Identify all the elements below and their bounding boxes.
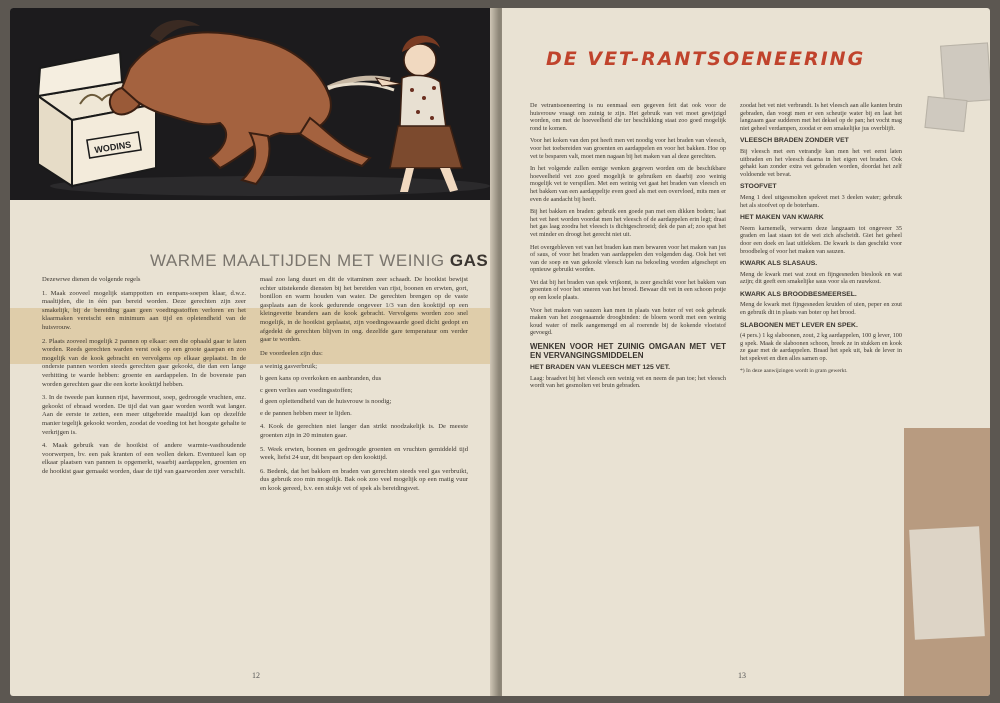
left-column-2 [260,276,468,498]
section-stoofvet: STOOFVET [740,183,777,191]
advantage-a: a weinig gasverbruik; [260,363,318,371]
vet-paragraph-4: Bij het bakken en braden: gebruik een goede pan met een dikken bodem; laat het vet heet worden voordat men het vleesch of de aardappelen erin legt; draai het gas laag zoodra het vleesch is dichtgeschroeid; dek de pan af; zoo spat het vet minder en droogt het gerecht niet uit. [530,208,726,238]
hay-box-label: WODINS [93,139,132,156]
left-page-heading [150,251,488,271]
right-column-1 [530,102,726,395]
left-column-1 [42,276,246,481]
vet-paragraph-2: Voor het koken van den pot heeft men vet noodig voor het braden van vleesch, voor het toebereiden van groenten en aardappelen en voor het bakken. Hoe op vet te besparen valt, moet men nagaan bij het maken van al deze gerechten. [530,137,726,160]
advantage-d: d geen oplettendheid van de huisvrouw is noodig; [260,398,392,406]
advantage-b: b geen kans op overkoken en aanbranden, dus [260,374,382,382]
braden-continued: zoodat het vet niet verbrandt. Is het vleesch aan alle kanten bruin gebraden, dan voegt men er een scheutje water bij en laat het langzaam gaar sudderen met het deksel op de pan; het vocht mag niet geheel verdampen, zoodat er een smakelijke jus overblijft. [740,102,902,132]
section-kwark-brood: KWARK ALS BROODBESMEERSEL. [740,290,857,298]
section-slaboonen-text: (4 pers.) 1 kg slaboonen, zout, 2 kg aardappelen, 100 g lever, 100 g spek. Maak de slaboonen schoon, breek ze in stukken en kook ze gaar met de aardappelen. Braad het spek uit, bak de lever in het spekvet en dien alles samen op. [740,332,902,363]
left-page [10,8,498,696]
heading-main-text: WARME MAALTIJDEN MET WEINIG [150,251,450,270]
right-page-title: DE VET-RANTSOENEERING [546,48,866,70]
vet-paragraph-1: De vetrantsoeneering is nu eenmaal een gegeven feit dat ook voor de huisvrouw vraagt om zuinig te zijn. Het gebruik van vet moet gewijzigd worden, om met de hoeveelheid die ter beschikking staat zoo goed mogelijk rond te komen. [530,102,726,132]
section-vleesch-zonder-vet: VLEESCH BRADEN ZONDER VET [740,137,849,145]
horse-illustration-svg [10,8,498,200]
pasted-note [909,526,985,640]
advantage-e: e de pannen hebben meer te lijden. [260,409,352,417]
section-kwark: HET MAKEN VAN KWARK [740,214,824,222]
section-kwark-text: Neem karnemelk, verwarm deze langzaam tot ongeveer 35 graden en laat staan tot de wei zich afscheidt. Giet het geheel door een doek en laat uitlekken. De kwark is dan geschikt voor broodbeleg of voor het maken van sauzen. [740,224,902,255]
section-kwark-slasaus: KWARK ALS SLASAUS. [740,260,818,268]
vet-paragraph-7: Voor het maken van sauzen kan men in plaats van boter of vet ook gebruik maken van het zoogenaamde droogbinden: de bloem wordt met een weinig koud water of melk aangemengd en al roerende bij de kokende vloeistof gevoegd. [530,306,726,337]
rule-5: 5. Week erwten, boonen en gedroogde groenten en vruchten gemiddeld tijd week, liefst 24 uur, dit bespaart op den kooktijd. [260,445,468,462]
braden-heading: HET BRADEN VAN VLEESCH MET 125 VET. [530,364,670,372]
footnote: *) In deze aanwijzingen wordt in gram gewerkt. [740,367,848,374]
intro-text: Dezewrwe dienen de volgende regels [42,276,141,283]
vet-paragraph-5: Het overgebleven vet van het braden kan men bewaren voor het maken van jus of saus, of voor het braden van aardappelen den volgenden dag. Ook het vet van de soep en van gekookt vleesch kan na bekoeling worden afgeschept en opnieuw gebruikt worden. [530,243,726,274]
braden-text: Laag: braadvet bij het vleesch een weinig vet en neem de pan toe; het vleesch wordt van het gesmolten vet bruin gebraden. [530,374,726,390]
vet-paragraph-3: In het volgende zullen eenige wenken gegeven worden om de beschikbare hoeveelheid vet zoo goed mogelijk te gebruiken en daarbij zoo weinig mogelijk vet te verspillen. Met een weinig vet gaat het braden van vleesch en het bakken van een aardappeltje even goed als met een overvloed, mits men er even de aandacht bij heeft. [530,165,726,203]
pasted-paper-1 [940,42,990,103]
illustration-horse-woman [10,8,498,200]
woman-icon [376,36,462,192]
rule-1: 1. Maak zooveel mogelijk stamppotten en eenpans-soepen klaar, d.w.z. maaltijden, die in één pan bereid worden. Deze gerechten zijn zeer smakelijk, bij de bereiding gaan geen voedingsstoffen verloren en het klaarmaken vereischt een minimum aan tijd en opletendheid van de huisvrouw. [42,289,246,331]
rule-3: 3. In de tweede pan kunnen rijst, havermout, soep, gedroogde vruchten, enz. gekookt of ebraad worden. De tijd dat van gaar worden wordt wat langer. Aan de eerste te zetten, een meer uitgebreide maaltijd kan op dezelfde manier tegelijk gekookt worden, zoodat de voeding tot het hoogste gehalte te verkrijgen is. [42,394,246,436]
vet-paragraph-6: Vet dat bij het braden van spek vrijkomt, is zeer geschikt voor het bakken van groenten of voor het smeren van het brood. Bewaar dit vet in een schoon potje op een koele plaats. [530,278,726,302]
section-slaboonen: SLABOONEN MET LEVER EN SPEK. [740,321,858,329]
rule-2: 2. Plaats zooveel mogelijk 2 pannen op elkaar: een die ophaald gaar te laten worden. Reeds gerechten warden verst ook op een groote gaarpan en zoo mogelijk van de kook gebracht en vervolgens op elkaar geplaatst. In de onderste pannen worden steeds gerechten gaar gekookt, die dan een lange verhitting te warde hebben: groente en aardappelen. In de bovenste pan worden gerechten gaar die een korte kooktijd hebben. [42,337,246,388]
rule-4: 4. Maak gebruik van de hooikist of andere warmte-vasthoudende voorwerpen, bv. een pak kranten of een wollen deken. Eventueel kan op elkaar plaatsen van pannen is opgemerkt, waarbij aardappelen, groenten en de hooikist gaar gemaakt worden, daar de tijd van gaarworden zeer verschilt. [42,442,246,475]
pasted-paper-2 [924,96,967,132]
advantages-intro: De voordeelen zijn dus: [260,349,323,357]
right-column-2 [740,102,902,380]
wenken-heading: WENKEN VOOR HET ZUINIG OMGAAN MET VET EN VERVANGINGSMIDDELEN [530,342,726,361]
right-page-number: 13 [738,671,746,680]
right-page [502,8,990,696]
advantage-c: c geen verlies aan voedingsstoffen; [260,386,353,394]
section-stoofvet-text: Meng 1 deel uitgesmolten spekvet met 3 deelen water; gebruik het als stoofvet op de boterham. [740,193,902,209]
section-kwark-brood-text: Meng de kwark met fijngesneden kruiden of uien, peper en zout en gebruik dit in plaats van boter op het brood. [740,301,902,317]
rule-4b: 4. Kook de gerechten niet langer dan strikt noodzakelijk is. De meeste groenten zijn in 20 minuten gaar. [260,423,468,439]
rule-6: 6. Bedenk, dat het bakken en braden van gerechten steeds veel gas verbruikt, dus gebruik zoo min mogelijk. Bak ook zoo veel mogelijk op een matig vuur en kook gereed, b.v. een stukje vet of spek als bereidingsvet. [260,467,468,492]
left-page-number: 12 [252,671,260,680]
hooikist-text: maal zoo lang duurt en dit de vitaminen zeer schaadt. De hooikist bewijst echter uitstekende diensten bij het bereiden van rijst, boonen en erwten, gort, bonillon en warm houden van water. De gerechten brengen op de vaste gasplaats aan de kook gedurende ongeveer 1/3 van den kooktijd op een kleingevette branders aan de kook gebracht. Vervolgens worden zoo snel mogelijk, in de hooikist geplaatst, zijn voedingswaarde goed dicht gedopt en afgedekt de gerechten blijven in ong. dezelfde gare temperatuur om verder gaar te worden. [260,276,468,344]
section-vleesch-zonder-vet-text: Bij vleesch met een vetrandje kan men het vet eerst laten uitbraden en het vleesch daarna in het eigen vet braden. Ook gehakt kan zonder extra vet gebraden worden, doordat het zelf voldoende vet bevat. [740,147,902,178]
section-kwark-slasaus-text: Meng de kwark met wat zout en fijngesneden bieslook en wat azijn; dit geeft een smakelijke saus voor sla en rauwkost. [740,270,902,286]
heading-emph-text: GAS [449,251,489,270]
